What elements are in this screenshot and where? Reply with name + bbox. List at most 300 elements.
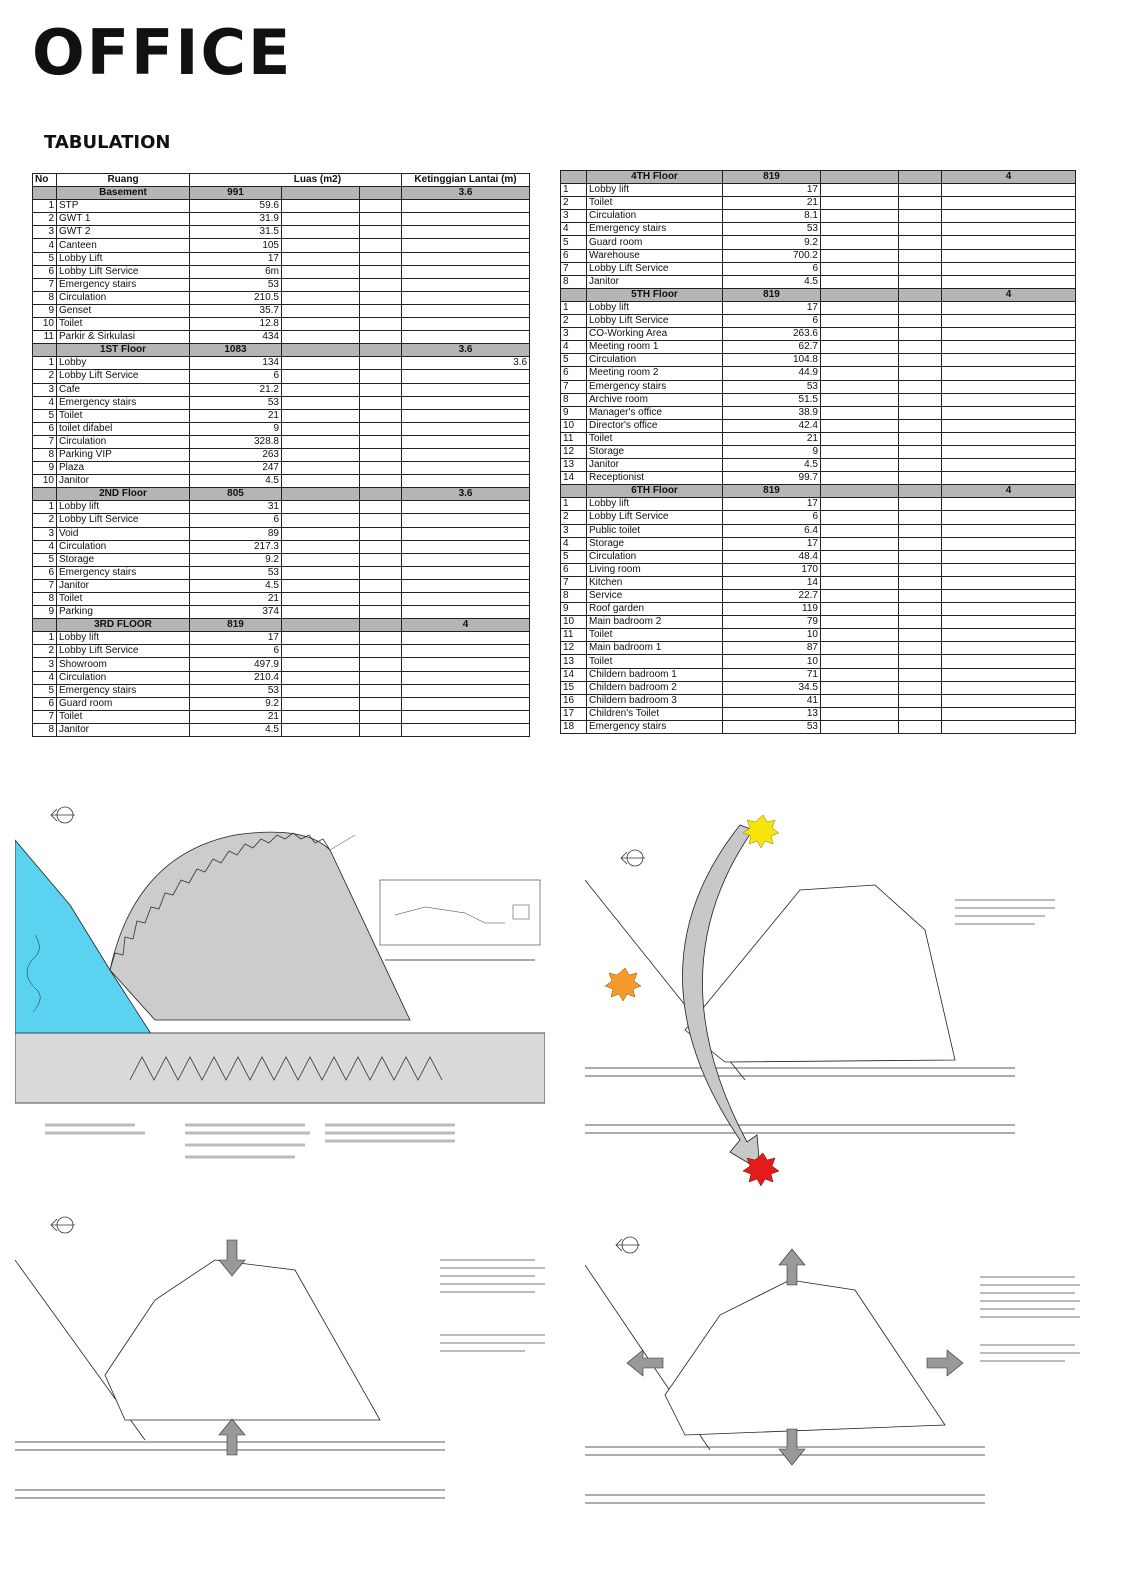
room-name: Service [587,590,723,603]
row-number: 5 [561,354,587,367]
section-area: 819 [723,171,821,184]
row-number: 3 [561,210,587,223]
empty-cell [821,315,899,328]
room-name: Main badroom 1 [587,642,723,655]
sun-icon [743,815,779,848]
empty-cell [360,370,402,383]
empty-cell [360,462,402,475]
empty-cell [899,445,942,458]
row-number: 2 [33,645,57,658]
table-row [33,383,530,396]
table-row [561,197,1076,210]
table-row [33,239,530,252]
room-height [402,514,530,527]
empty-cell [899,668,942,681]
room-area: 53 [190,278,282,291]
room-area: 53 [723,720,821,733]
room-name: Toilet [57,409,190,422]
row-number: 3 [33,658,57,671]
empty-cell [821,629,899,642]
row-number: 3 [33,383,57,396]
empty-cell [282,710,360,723]
room-height [402,291,530,304]
empty-cell [821,642,899,655]
empty-cell [899,393,942,406]
row-number: 9 [33,462,57,475]
view-analysis-diagram-2 [585,1225,1085,1515]
room-area: 44.9 [723,367,821,380]
empty-cell [360,579,402,592]
room-height [402,527,530,540]
row-number: 11 [561,629,587,642]
room-height [402,265,530,278]
empty-cell [899,563,942,576]
room-area: 59.6 [190,200,282,213]
section-area: 1083 [190,344,282,357]
room-height [402,278,530,291]
empty-cell [821,341,899,354]
north-arrow-icon [621,850,645,866]
room-height [402,226,530,239]
empty-cell [360,658,402,671]
room-area: 21 [190,409,282,422]
room-name: Circulation [57,540,190,553]
empty-cell [360,697,402,710]
empty-cell [899,432,942,445]
row-number: 10 [561,616,587,629]
room-height [402,475,530,488]
row-number: 8 [561,590,587,603]
room-area: 87 [723,642,821,655]
room-height [402,671,530,684]
room-name: Canteen [57,239,190,252]
empty-cell [360,514,402,527]
empty-cell [360,318,402,331]
room-name: Receptionist [587,472,723,485]
room-area: 6 [190,645,282,658]
empty-cell [899,616,942,629]
table-row [33,291,530,304]
empty-cell [282,304,360,317]
table-row [33,527,530,540]
noise-analysis-diagram [15,795,545,1195]
room-area: 105 [190,239,282,252]
empty-cell [360,540,402,553]
row-number: 9 [561,603,587,616]
row-number: 1 [561,184,587,197]
row-number: 1 [33,632,57,645]
table-row [33,606,530,619]
empty-cell [282,344,360,357]
section-name: 5TH Floor [587,288,723,301]
section-name: 3RD FLOOR [57,619,190,632]
row-number: 9 [33,606,57,619]
section-height: 4 [942,485,1076,498]
empty-cell [821,171,899,184]
empty-cell [360,422,402,435]
room-name: Lobby Lift Service [57,370,190,383]
table-row [33,645,530,658]
room-height [402,658,530,671]
row-number: 10 [33,475,57,488]
room-height [942,550,1076,563]
empty-cell [282,318,360,331]
room-height [402,239,530,252]
row-number: 7 [561,576,587,589]
empty-cell [360,593,402,606]
empty-cell [282,187,360,200]
room-area: 53 [190,684,282,697]
empty-cell [821,537,899,550]
room-height [402,370,530,383]
room-area: 71 [723,668,821,681]
room-height [402,422,530,435]
table-row [561,720,1076,733]
row-number: 5 [33,684,57,697]
empty-cell [282,331,360,344]
room-height [942,249,1076,262]
section-no-cell [561,171,587,184]
empty-cell [899,459,942,472]
empty-cell [360,344,402,357]
room-area: 6.4 [723,524,821,537]
section-area: 819 [723,485,821,498]
room-height [942,668,1076,681]
table-row [561,459,1076,472]
table-row [561,236,1076,249]
row-number: 13 [561,655,587,668]
empty-cell [899,694,942,707]
room-height [402,200,530,213]
section-area: 819 [723,288,821,301]
empty-cell [360,187,402,200]
empty-cell [899,249,942,262]
section-height: 3.6 [402,488,530,501]
room-height: 3.6 [402,357,530,370]
table-row [561,616,1076,629]
room-name: Toilet [587,629,723,642]
empty-cell [821,472,899,485]
room-area: 31.5 [190,226,282,239]
empty-cell [282,435,360,448]
table-row [561,576,1076,589]
room-area: 53 [190,566,282,579]
room-height [942,367,1076,380]
empty-cell [282,226,360,239]
empty-cell [821,485,899,498]
room-name: Lobby [57,357,190,370]
room-height [402,318,530,331]
row-number: 1 [33,200,57,213]
empty-cell [899,419,942,432]
room-area: 34.5 [723,681,821,694]
table-row [33,710,530,723]
floor-section-row [561,288,1076,301]
table-row [33,265,530,278]
room-area: 9.2 [190,553,282,566]
room-area: 9 [190,422,282,435]
section-no-cell [561,288,587,301]
left-tabulation-table [32,173,530,737]
empty-cell [821,524,899,537]
room-area: 21 [190,710,282,723]
table-row [561,603,1076,616]
section-height: 3.6 [402,344,530,357]
row-number: 4 [33,239,57,252]
empty-cell [899,301,942,314]
room-height [942,472,1076,485]
right-tabulation-table [560,170,1076,734]
room-height [402,593,530,606]
empty-cell [821,328,899,341]
empty-cell [360,304,402,317]
room-height [942,498,1076,511]
room-height [402,723,530,736]
section-no-cell [33,619,57,632]
empty-cell [282,723,360,736]
empty-cell [360,213,402,226]
row-number: 6 [33,566,57,579]
empty-cell [360,632,402,645]
room-name: Cafe [57,383,190,396]
empty-cell [282,448,360,461]
empty-cell [821,223,899,236]
room-height [942,236,1076,249]
empty-cell [282,658,360,671]
empty-cell [360,723,402,736]
room-name: Circulation [57,435,190,448]
row-number: 12 [561,642,587,655]
table-row [33,475,530,488]
room-area: 263 [190,448,282,461]
table-row [33,370,530,383]
empty-cell [360,357,402,370]
room-area: 22.7 [723,590,821,603]
room-name: Emergency stairs [587,380,723,393]
room-height [942,524,1076,537]
table-row [33,540,530,553]
empty-cell [821,694,899,707]
row-number: 2 [33,213,57,226]
empty-cell [360,239,402,252]
floor-section-row [33,488,530,501]
room-name: Janitor [587,459,723,472]
room-name: Plaza [57,462,190,475]
empty-cell [360,265,402,278]
table-row [33,422,530,435]
room-name: STP [57,200,190,213]
header-no: No [33,174,57,187]
empty-cell [821,275,899,288]
room-height [942,445,1076,458]
view-analysis-diagram-1 [15,1210,555,1510]
row-number: 2 [561,511,587,524]
empty-cell [360,684,402,697]
room-height [402,331,530,344]
room-height [402,462,530,475]
room-name: Showroom [57,658,190,671]
room-name: Lobby lift [57,501,190,514]
empty-cell [899,341,942,354]
section-height: 4 [402,619,530,632]
table-row [561,275,1076,288]
empty-cell [899,603,942,616]
table-row [561,511,1076,524]
table-row [33,684,530,697]
row-number: 4 [33,540,57,553]
row-number: 8 [33,448,57,461]
table-row [561,393,1076,406]
row-number: 5 [561,236,587,249]
section-no-cell [33,187,57,200]
empty-cell [899,262,942,275]
empty-cell [282,619,360,632]
page-title: OFFICE [32,16,293,89]
empty-cell [821,197,899,210]
room-name: Storage [587,537,723,550]
room-name: Living room [587,563,723,576]
row-number: 6 [561,563,587,576]
sun-path-diagram [585,800,1085,1190]
room-name: CO-Working Area [587,328,723,341]
empty-cell [821,210,899,223]
empty-cell [360,645,402,658]
room-area: 170 [723,563,821,576]
empty-cell [821,616,899,629]
empty-cell [899,367,942,380]
table-row [561,184,1076,197]
empty-cell [899,288,942,301]
empty-cell [360,710,402,723]
empty-cell [282,475,360,488]
room-height [942,694,1076,707]
section-name: 2ND Floor [57,488,190,501]
room-area: 53 [190,396,282,409]
room-height [942,406,1076,419]
empty-cell [821,668,899,681]
header-ruang: Ruang [57,174,190,187]
empty-cell [899,524,942,537]
room-height [942,707,1076,720]
row-number: 2 [561,197,587,210]
row-number: 8 [561,275,587,288]
room-name: Circulation [57,671,190,684]
empty-cell [360,331,402,344]
table-row [33,331,530,344]
empty-cell [821,236,899,249]
room-height [942,301,1076,314]
section-height: 4 [942,288,1076,301]
empty-cell [821,184,899,197]
empty-cell [821,354,899,367]
room-area: 21.2 [190,383,282,396]
room-area: 247 [190,462,282,475]
table-row [33,409,530,422]
empty-cell [899,511,942,524]
room-area: 9.2 [723,236,821,249]
section-name: Basement [57,187,190,200]
table-row [561,590,1076,603]
room-name: Meeting room 2 [587,367,723,380]
room-height [402,710,530,723]
empty-cell [821,563,899,576]
room-name: Toilet [57,710,190,723]
room-name: Lobby lift [57,632,190,645]
room-name: Childern badroom 3 [587,694,723,707]
room-height [942,315,1076,328]
room-area: 6 [723,511,821,524]
north-arrow-icon [51,807,75,823]
empty-cell [282,357,360,370]
room-area: 6 [723,262,821,275]
empty-cell [821,445,899,458]
table-row [33,579,530,592]
room-name: Lobby lift [587,498,723,511]
room-area: 6 [190,514,282,527]
empty-cell [899,655,942,668]
empty-cell [899,537,942,550]
table-row [561,380,1076,393]
room-name: Parking [57,606,190,619]
empty-cell [360,226,402,239]
empty-cell [282,540,360,553]
table-row [561,301,1076,314]
floor-section-row [33,619,530,632]
table-row [33,632,530,645]
empty-cell [360,252,402,265]
empty-cell [899,707,942,720]
table-row [561,406,1076,419]
room-height [402,645,530,658]
room-name: Storage [57,553,190,566]
table-row [33,435,530,448]
row-number: 7 [33,579,57,592]
room-height [942,354,1076,367]
row-number: 8 [33,723,57,736]
room-area: 31.9 [190,213,282,226]
room-name: Manager's office [587,406,723,419]
empty-cell [282,501,360,514]
view-arrow-icon [15,1210,83,1510]
row-number: 1 [33,501,57,514]
room-area: 328.8 [190,435,282,448]
room-name: Lobby Lift Service [587,511,723,524]
room-name: Lobby Lift Service [57,265,190,278]
room-area: 79 [723,616,821,629]
empty-cell [821,707,899,720]
floor-section-row [33,187,530,200]
room-name: Children's Toilet [587,707,723,720]
table-row [561,563,1076,576]
table-row [561,681,1076,694]
room-name: Toilet [587,655,723,668]
north-arrow-icon [616,1237,640,1253]
empty-cell [821,393,899,406]
empty-cell [899,498,942,511]
row-number: 3 [33,527,57,540]
room-height [942,629,1076,642]
room-height [402,396,530,409]
table-row [561,210,1076,223]
room-height [942,681,1076,694]
table-row [33,318,530,331]
section-no-cell [33,488,57,501]
table-row [561,223,1076,236]
empty-cell [360,383,402,396]
room-area: 12.8 [190,318,282,331]
room-height [942,563,1076,576]
empty-cell [899,576,942,589]
